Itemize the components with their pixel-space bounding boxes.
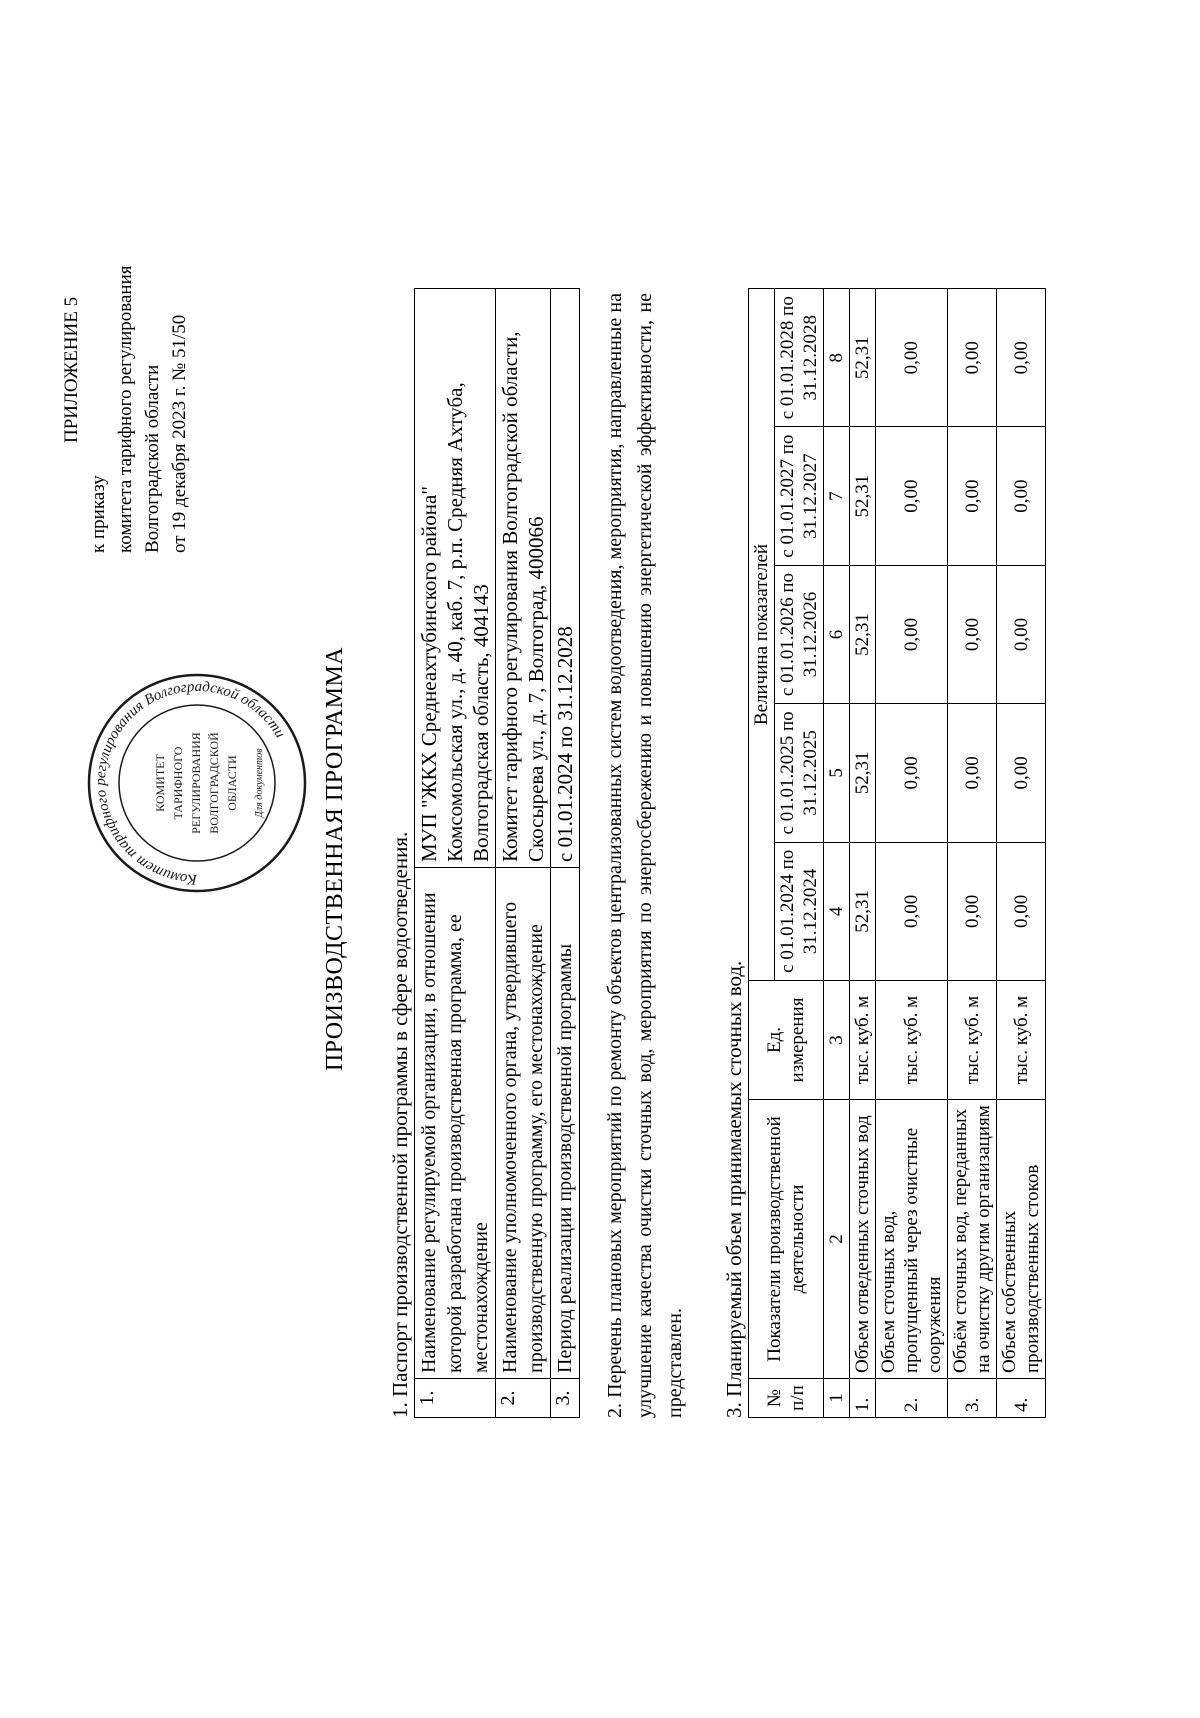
column-header-period: с 01.01.2027 по 31.12.2027 xyxy=(775,427,824,565)
column-header-period: с 01.01.2028 по 31.12.2028 xyxy=(775,289,824,427)
row-value: 52,31 xyxy=(850,704,876,842)
row-unit: тыс. куб. м xyxy=(948,981,997,1100)
table-row xyxy=(850,289,876,1418)
row-value: 0,00 xyxy=(997,427,1046,565)
column-header-group: Величина показателей xyxy=(749,289,775,981)
seal-center-line: ВОЛГОГРАДСКОЙ xyxy=(207,732,221,834)
table-row xyxy=(876,289,948,1418)
seal-center-line: РЕГУЛИРОВАНИЯ xyxy=(189,732,203,834)
appendix-label: ПРИЛОЖЕНИЕ 5 xyxy=(61,296,82,443)
row-value: 0,00 xyxy=(876,842,948,980)
table-row xyxy=(415,289,496,1418)
row-unit: тыс. куб. м xyxy=(850,981,876,1100)
passport-table xyxy=(414,288,580,1418)
row-label: Наименование уполномоченного органа, утвердившего производственную программу, его местонахождение xyxy=(496,868,551,1379)
row-number: 1. xyxy=(850,1379,876,1418)
row-number: 2. xyxy=(876,1379,948,1418)
value-line: с 01.01.2024 по 31.12.2028 xyxy=(553,626,577,862)
column-index: 2 xyxy=(824,1100,850,1379)
row-value: 0,00 xyxy=(997,565,1046,703)
header-line: комитета тарифного регулирования xyxy=(115,265,136,553)
row-value: 0,00 xyxy=(876,704,948,842)
row-value: 52,31 xyxy=(850,842,876,980)
official-seal xyxy=(82,668,312,898)
row-indicator: Объем сточных вод, пропущенный через очистные сооружения xyxy=(876,1100,948,1379)
column-header-indicator: Показатели производственной деятельности xyxy=(749,1100,824,1379)
row-unit: тыс. куб. м xyxy=(876,981,948,1100)
section1-heading: 1. Паспорт производственной программы в сфере водоотведения. xyxy=(388,831,412,1418)
page-title: ПРОИЗВОДСТВЕННАЯ ПРОГРАММА xyxy=(322,646,348,1072)
row-value: 0,00 xyxy=(948,704,997,842)
row-value: 0,00 xyxy=(876,565,948,703)
value-line: Комсомольская ул., д. 40, каб. 7, р.п. Средняя Ахтуба, xyxy=(443,382,467,862)
column-index: 3 xyxy=(824,981,850,1100)
column-index: 7 xyxy=(824,427,850,565)
value-line: Скосырева ул., д. 7, Волгоград, 400066 xyxy=(524,516,548,862)
table-row xyxy=(496,289,551,1418)
row-value: 0,00 xyxy=(997,842,1046,980)
row-value: 52,31 xyxy=(850,427,876,565)
document-header xyxy=(58,58,193,618)
row-value: 0,00 xyxy=(948,427,997,565)
row-number: 3. xyxy=(551,1379,580,1418)
column-index-row xyxy=(824,289,850,1418)
column-header-period: с 01.01.2026 по 31.12.2026 xyxy=(775,565,824,703)
table-row xyxy=(551,289,580,1418)
table-row xyxy=(948,289,997,1418)
row-value: 0,00 xyxy=(997,289,1046,427)
volume-table xyxy=(748,288,1046,1418)
column-index: 4 xyxy=(824,842,850,980)
column-index: 5 xyxy=(824,704,850,842)
table-header-row xyxy=(749,289,775,1418)
header-line: к приказу xyxy=(88,475,109,553)
row-label: Период реализации производственной программы xyxy=(551,868,580,1379)
row-value: 0,00 xyxy=(997,704,1046,842)
row-indicator: Объем собственных производственных стоков xyxy=(997,1100,1046,1379)
row-unit: тыс. куб. м xyxy=(997,981,1046,1100)
column-index: 1 xyxy=(824,1379,850,1418)
row-number: 3. xyxy=(948,1379,997,1418)
column-index: 6 xyxy=(824,565,850,703)
row-value: 0,00 xyxy=(948,289,997,427)
row-value: 0,00 xyxy=(876,427,948,565)
row-value: 0,00 xyxy=(948,842,997,980)
row-indicator: Объём сточных вод, переданных на очистку другим организациям xyxy=(948,1100,997,1379)
column-header-period: с 01.01.2024 по 31.12.2024 xyxy=(775,842,824,980)
column-header-num: № п/п xyxy=(749,1379,824,1418)
column-header-unit: Ед. измерения xyxy=(749,981,824,1100)
row-number: 1. xyxy=(415,1379,496,1418)
seal-bottom-text: Для документов xyxy=(254,748,265,818)
row-value xyxy=(415,289,496,868)
row-value xyxy=(496,289,551,868)
seal-center-line: КОМИТЕТ xyxy=(153,754,167,812)
section2-paragraph: 2. Перечень плановых мероприятий по ремонту объектов централизованных систем водоотведения, мероприятия, направленные на улучшение качества очистки сточных вод, мероприятия по энергосбережению и повышению энергетической эффективности, не представлен. xyxy=(604,293,686,1418)
row-indicator: Объем отведенных сточных вод xyxy=(850,1100,876,1379)
row-value xyxy=(551,289,580,868)
column-index: 8 xyxy=(824,289,850,427)
value-line: Комитет тарифного регулирования Волгоградской области, xyxy=(498,331,522,862)
column-header-period: с 01.01.2025 по 31.12.2025 xyxy=(775,704,824,842)
seal-ring-text: Комитет тарифного регулирования Волгоградской области xyxy=(92,678,289,888)
seal-center-line: ТАРИФНОГО xyxy=(171,746,185,820)
header-line: от 19 декабря 2023 г. № 51/50 xyxy=(169,314,190,553)
row-value: 52,31 xyxy=(850,289,876,427)
value-line: МУП "ЖКХ Среднеахтубинского района" xyxy=(417,486,441,862)
seal-center-line: ОБЛАСТИ xyxy=(225,755,239,811)
header-line: Волгоградской области xyxy=(142,364,163,553)
row-value: 52,31 xyxy=(850,565,876,703)
row-number: 2. xyxy=(496,1379,551,1418)
table-row xyxy=(997,289,1046,1418)
section3-heading: 3. Планируемый объем принимаемых сточных вод. xyxy=(722,960,746,1418)
row-value: 0,00 xyxy=(876,289,948,427)
row-number: 4. xyxy=(997,1379,1046,1418)
row-value: 0,00 xyxy=(948,565,997,703)
row-label: Наименование регулируемой организации, в отношении которой разработана производственная программа, ее местонахождение xyxy=(415,868,496,1379)
value-line: Волгоградская область, 404143 xyxy=(469,584,493,862)
